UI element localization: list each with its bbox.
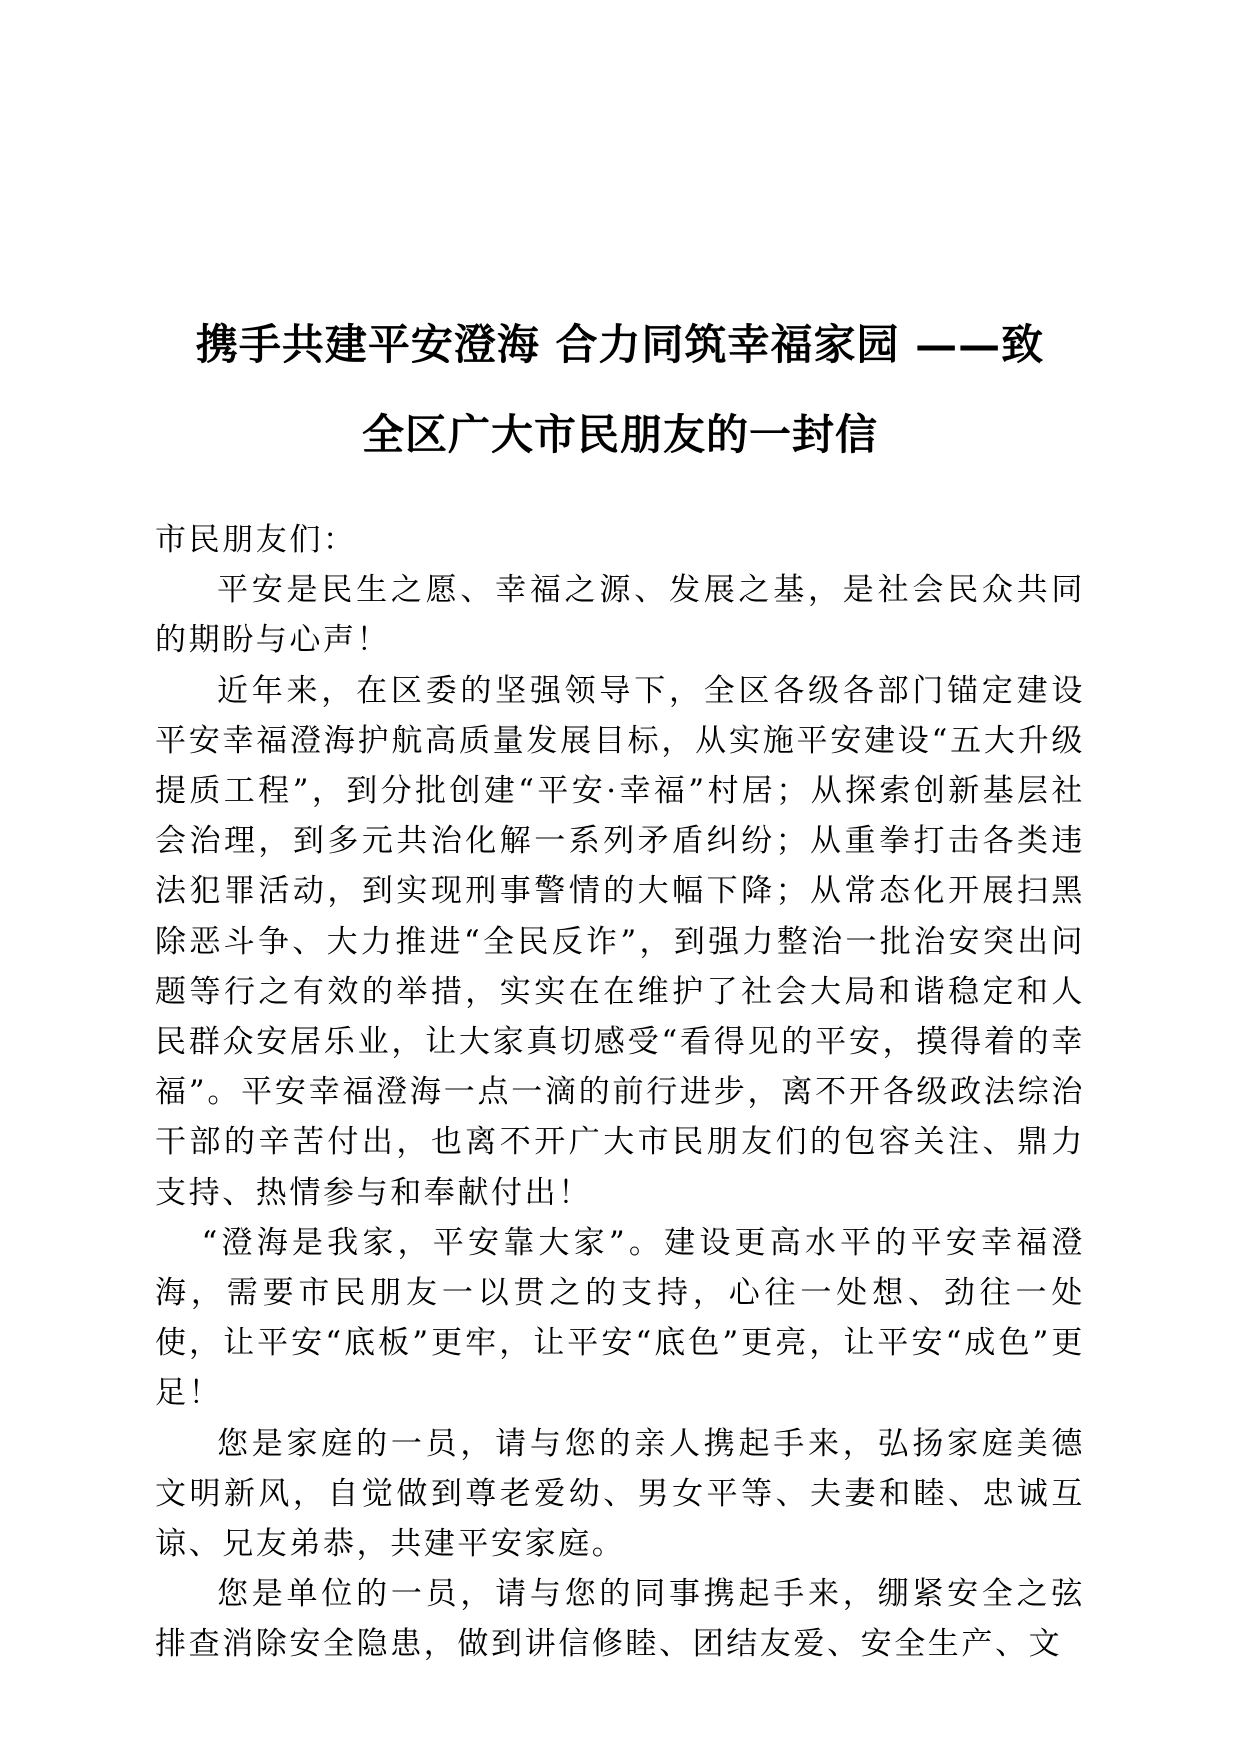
paragraph-3: “澄海是我家，平安靠大家”。建设更高水平的平安幸福澄海，需要市民朋友一以贯之的支持，心往一处想、劲往一处使，让平安“底板”更牢，让平安“底色”更亮，让平安“成色”更足！ <box>155 1224 1085 1412</box>
salutation: 市民朋友们： <box>155 522 357 558</box>
letter-body <box>155 515 1085 1670</box>
paragraph-1: 平安是民生之愿、幸福之源、发展之基，是社会民众共同的期盼与心声！ <box>155 572 1085 659</box>
title-line-1: 携手共建平安澄海 合力同筑幸福家园 ——致 <box>195 320 1045 369</box>
paragraph-5: 您是单位的一员，请与您的同事携起手来，绷紧安全之弦排查消除安全隐患，做到讲信修睦、团结友爱、安全生产、文 <box>155 1576 1085 1663</box>
title-line-2: 全区广大市民朋友的一封信 <box>361 410 878 459</box>
paragraph-4: 您是家庭的一员，请与您的亲人携起手来，弘扬家庭美德文明新风，自觉做到尊老爱幼、男女平等、夫妻和睦、忠诚互谅、兄友弟恭，共建平安家庭。 <box>155 1425 1085 1563</box>
paragraph-2: 近年来，在区委的坚强领导下，全区各级各部门锚定建设平安幸福澄海护航高质量发展目标，从实施平安建设“五大升级提质工程”，到分批创建“平安·幸福”村居；从探索创新基层社会治理，到多元共治化解一系列矛盾纠纷；从重拳打击各类违法犯罪活动，到实现刑事警情的大幅下降；从常态化开展扫黑除恶斗争、大力推进“全民反诈”，到强力整治一批治安突出问题等行之有效的举措，实实在在维护了社会大局和谐稳定和人民群众安居乐业，让大家真切感受“看得见的平安，摸得着的幸福”。平安幸福澄海一点一滴的前行进步，离不开各级政法综治干部的辛苦付出，也离不开广大市民朋友们的包容关注、鼎力支持、热情参与和奉献付出！ <box>155 672 1085 1211</box>
document-title <box>150 300 1090 480</box>
